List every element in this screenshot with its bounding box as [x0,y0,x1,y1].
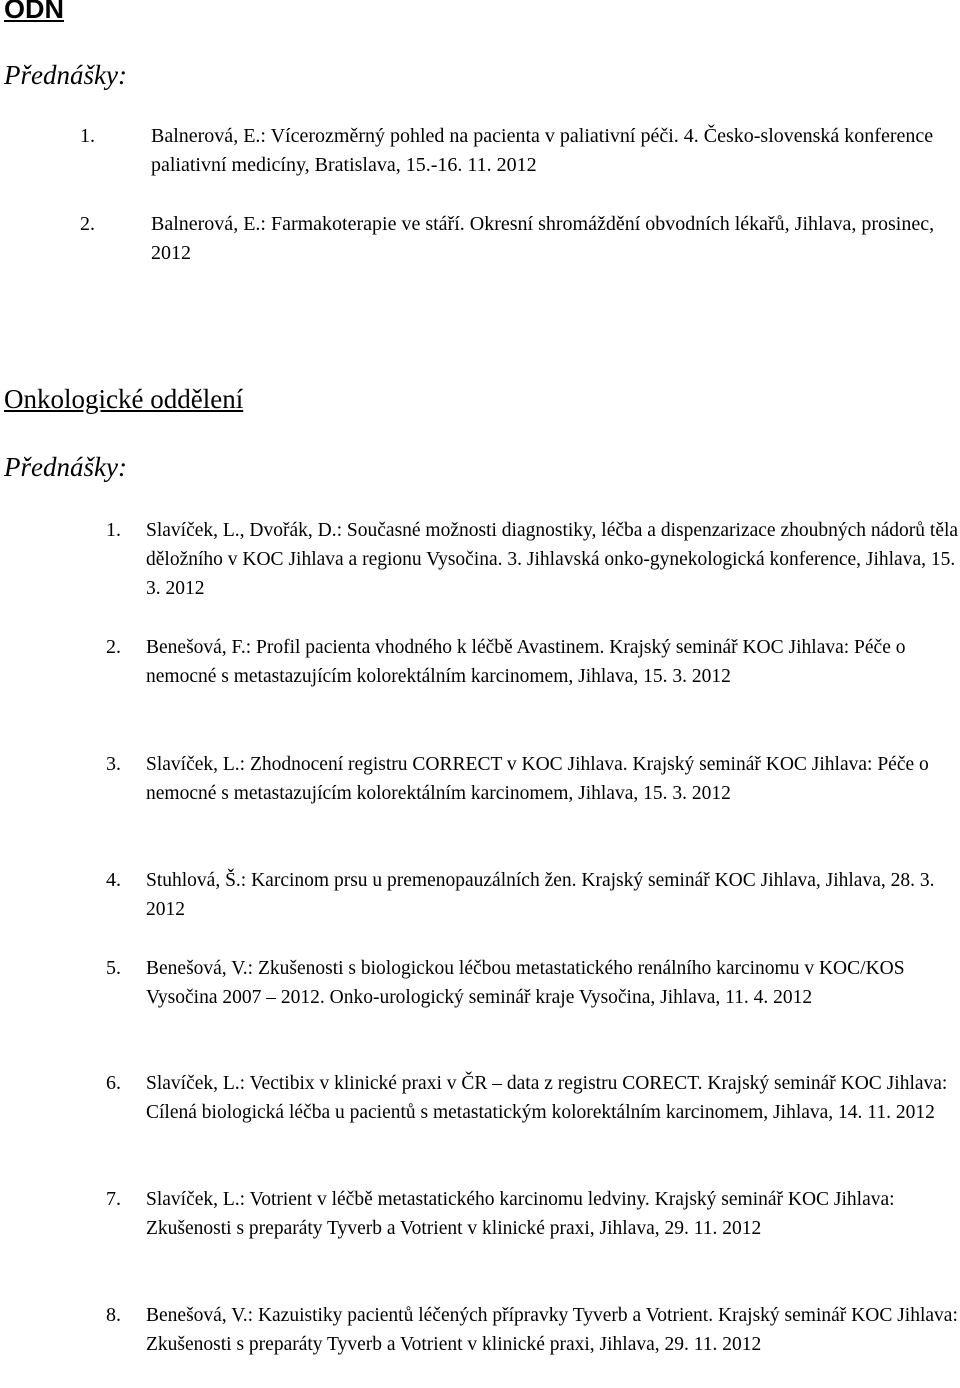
item-number: 5. [106,957,121,979]
item-text: Slavíček, L.: Votrient v léčbě metastatického karcinomu ledviny. Krajský seminář KOC Jihlava: Zkušenosti s preparáty Tyverb a Votrient v klinické praxi, Jihlava, 29. 11. 2012 [146,1189,895,1239]
item-number: 8. [106,1304,121,1326]
item-text: Stuhlová, Š.: Karcinom prsu u premenopauzálních žen. Krajský seminář KOC Jihlava, Jihlava, 28. 3. 2012 [146,870,935,920]
section-subtitle: Přednášky: [4,452,127,482]
item-text: Benešová, V.: Kazuistiky pacientů léčených přípravky Tyverb a Votrient. Krajský seminář KOC Jihlava: Zkušenosti s preparáty Tyverb a Votrient v klinické praxi, Jihlava, 29. 11. 2012 [146,1305,958,1355]
list-item [106,1185,960,1243]
list-item [106,1069,960,1127]
list-item [106,516,960,603]
list-item [106,750,960,808]
section-subtitle: Přednášky: [4,60,127,90]
list-item [106,1301,960,1359]
item-text: Balnerová, E.: Vícerozměrný pohled na pacienta v paliativní péči. 4. Česko-slovenská konference paliativní medicíny, Bratislava, 15.-16. 11. 2012 [151,125,934,176]
item-text: Slavíček, L., Dvořák, D.: Současné možnosti diagnostiky, léčba a dispenzarizace zhoubných nádorů těla děložního v KOC Jihlava a regionu Vysočina. 3. Jihlavská onko-gynekologická konference, Jihlava, 15. 3. 2012 [146,520,959,599]
list-item [80,210,940,268]
item-number: 6. [106,1072,121,1094]
item-text: Slavíček, L.: Vectibix v klinické praxi v ČR – data z registru CORECT. Krajský seminář KOC Jihlava: Cílená biologická léčba u pacientů s metastatickým kolorektálním karcinomem, Jihlava, 14. 11. 2012 [146,1073,948,1123]
item-number: 1. [106,519,121,541]
list-item [80,122,940,180]
item-text: Benešová, V.: Zkušenosti s biologickou léčbou metastatického renálního karcinomu v KOC/KOS Vysočina 2007 – 2012. Onko-urologický seminář kraje Vysočina, Jihlava, 11. 4. 2012 [146,958,905,1008]
item-number: 4. [106,869,121,891]
item-number: 2. [106,636,121,658]
list-item [106,633,960,691]
item-text: Slavíček, L.: Zhodnocení registru CORRECT v KOC Jihlava. Krajský seminář KOC Jihlava: Péče o nemocné s metastazujícím kolorektálním karcinomem, Jihlava, 15. 3. 2012 [146,754,929,804]
item-text: Balnerová, E.: Farmakoterapie ve stáří. Okresní shromáždění obvodních lékařů, Jihlava, prosinec, 2012 [151,213,935,264]
section-title: Onkologické oddělení [4,384,244,414]
item-text: Benešová, F.: Profil pacienta vhodného k léčbě Avastinem. Krajský seminář KOC Jihlava: Péče o nemocné s metastazujícím kolorektálním karcinomem, Jihlava, 15. 3. 2012 [146,637,906,687]
item-number: 3. [106,753,121,775]
item-number: 1. [80,125,95,147]
list-item [106,866,960,924]
item-number: 2. [80,213,95,235]
section-title: ODN [4,0,64,24]
list-item [106,954,960,1012]
item-number: 7. [106,1188,121,1210]
